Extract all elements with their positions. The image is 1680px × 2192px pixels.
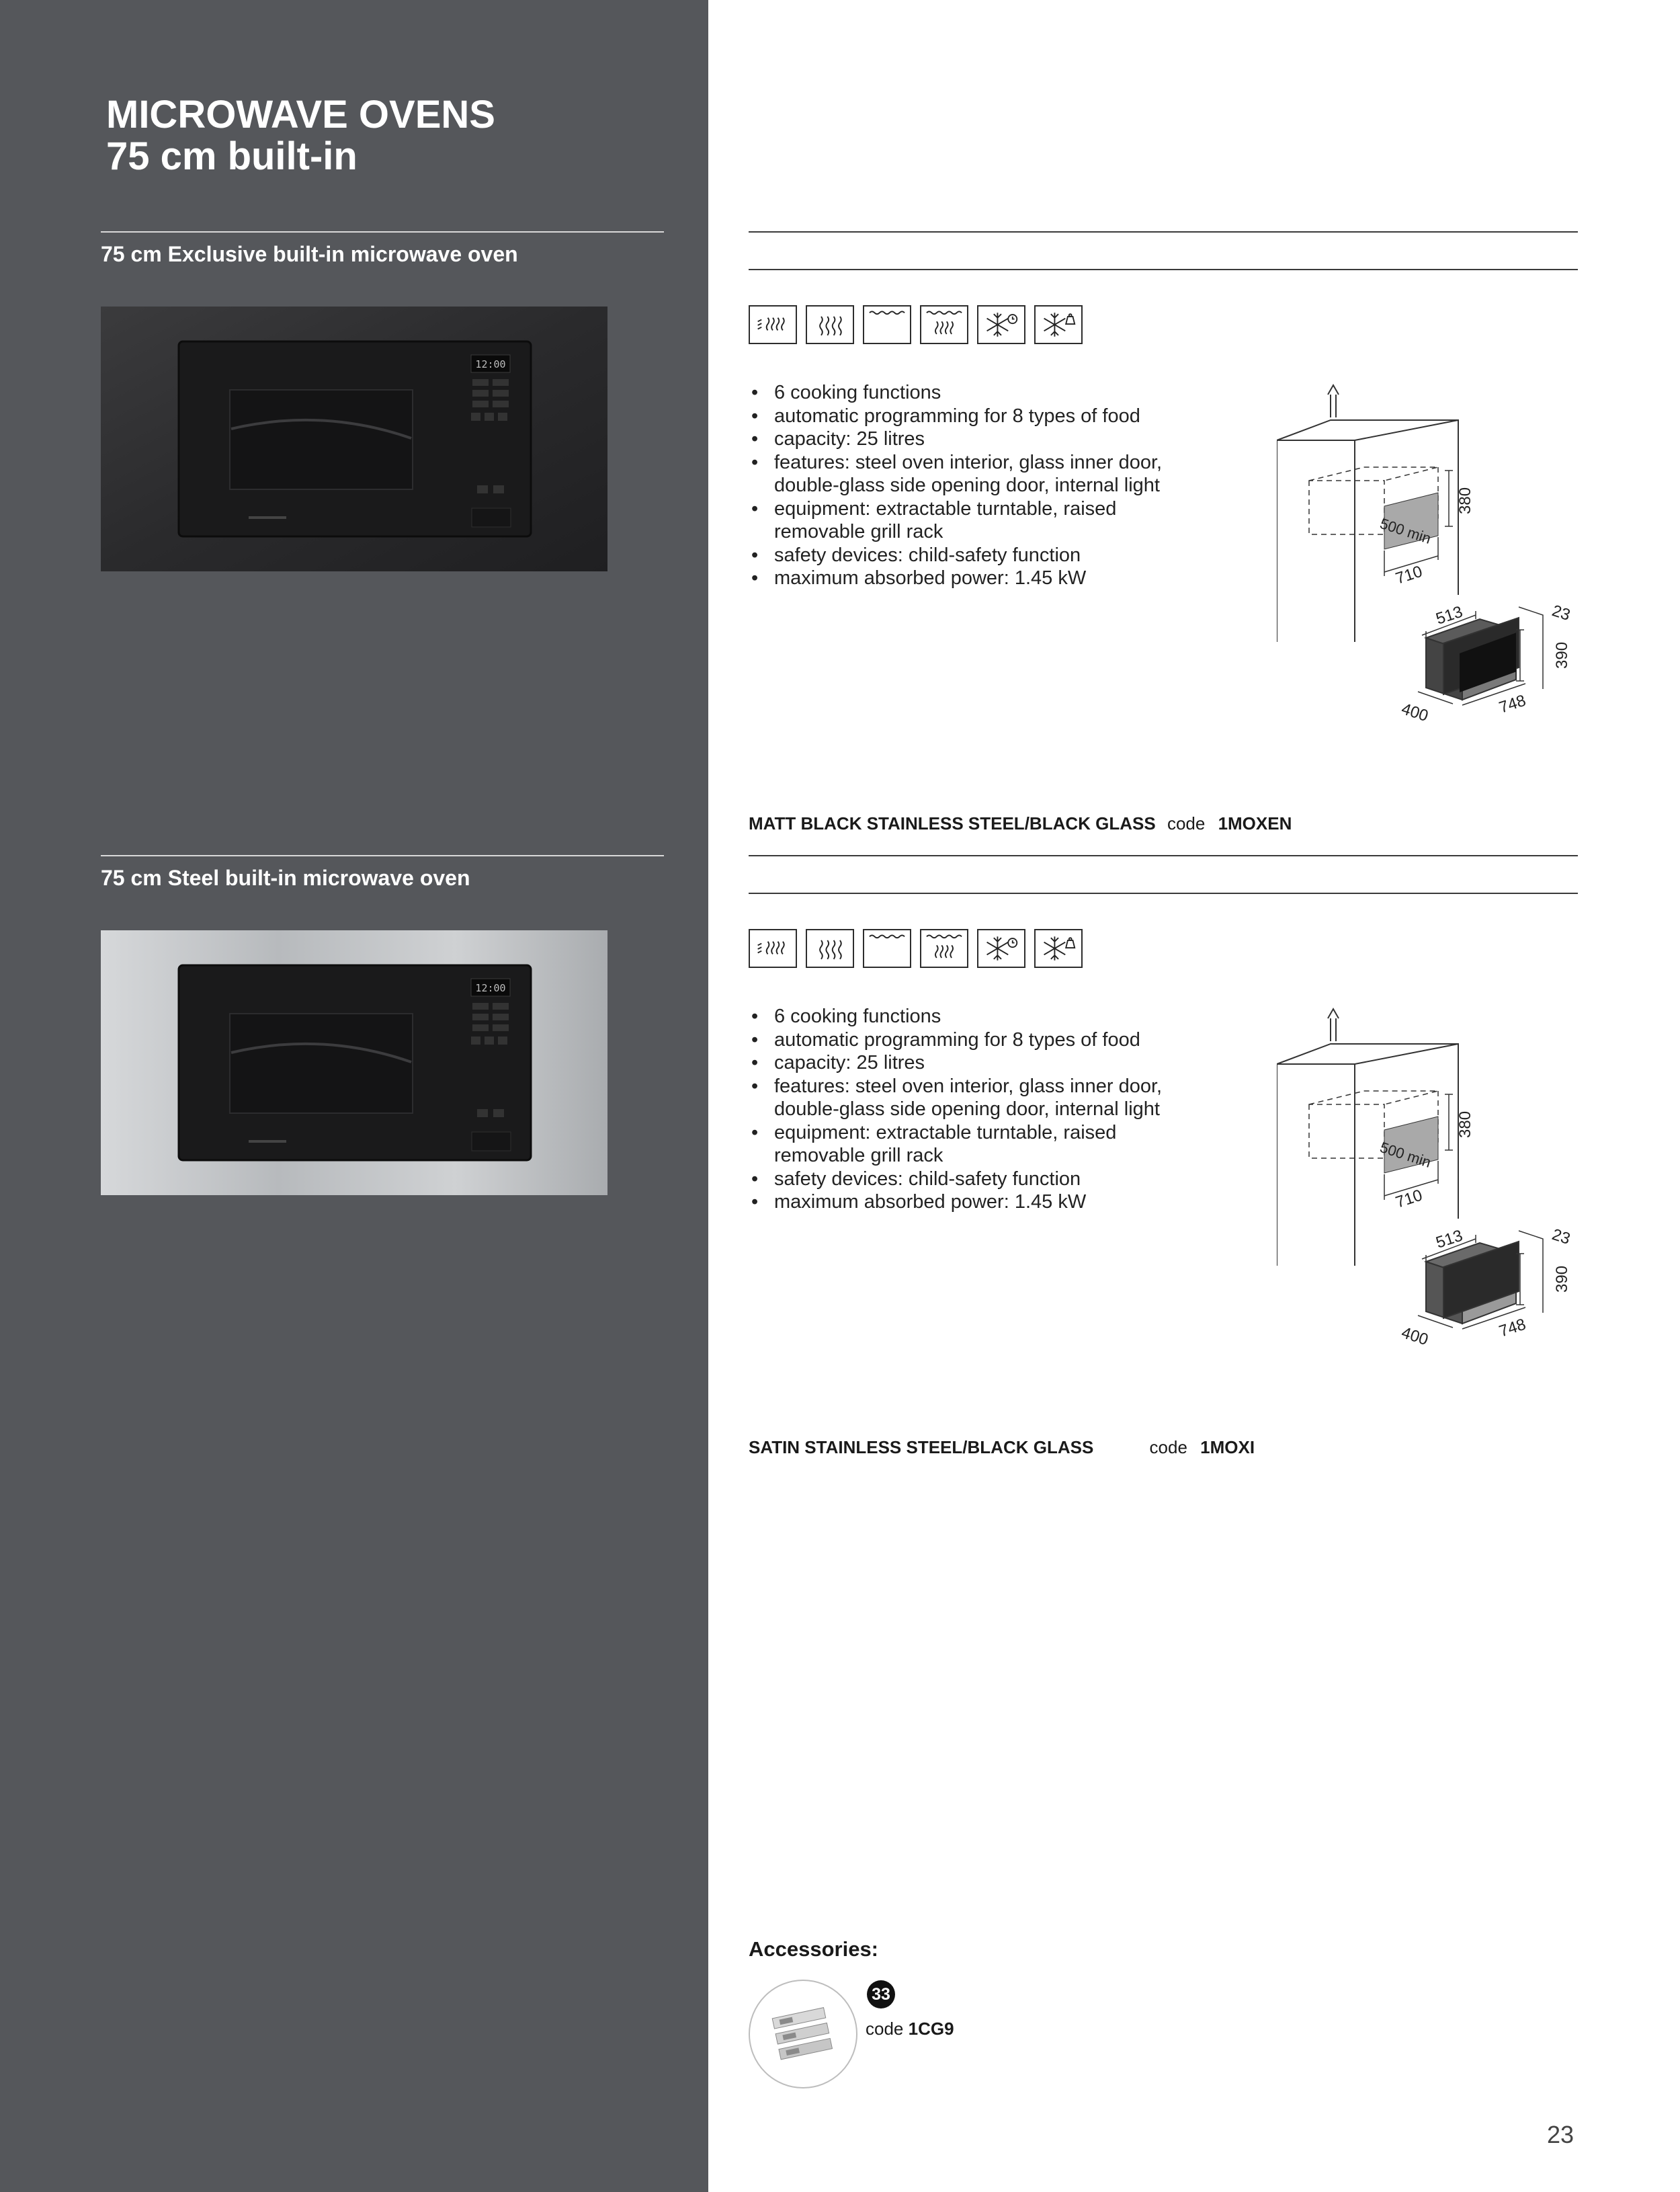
feature-item: • capacity: 25 litres	[749, 428, 1165, 451]
defrost-by-weight-icon	[1034, 305, 1083, 344]
dimension-label: 748	[1497, 1315, 1528, 1341]
microwave-grill-icon	[749, 929, 797, 968]
section-divider	[749, 231, 1578, 233]
feature-item: • 6 cooking functions	[749, 1005, 1165, 1028]
product-1-dimension-drawing	[1277, 380, 1586, 729]
dimension-label: 500 min	[1378, 1138, 1433, 1171]
dimension-label: 390	[1553, 1265, 1571, 1293]
microwave-icon	[806, 929, 854, 968]
microwave-icon	[806, 305, 854, 344]
function-icons-row	[749, 305, 1083, 344]
accessory-image	[749, 1980, 857, 2088]
feature-item: • safety devices: child-safety function	[749, 544, 1165, 567]
function-icons-row	[749, 929, 1083, 968]
dimension-label: 400	[1399, 1324, 1431, 1350]
finish-name: SATIN STAINLESS STEEL/BLACK GLASS	[749, 1437, 1094, 1457]
product-2-title: 75 cm Steel built-in microwave oven	[101, 866, 470, 890]
accessory-code	[866, 2019, 954, 2039]
finish-name: MATT BLACK STAINLESS STEEL/BLACK GLASS	[749, 813, 1156, 834]
accessory-page-badge: 33	[867, 1980, 895, 2008]
page-title-line2: 75 cm built-in	[106, 134, 358, 178]
code-label: code	[1149, 1437, 1187, 1457]
accessory-code-value: 1CG9	[908, 2019, 954, 2039]
product-1-finish	[749, 813, 1292, 834]
feature-item: • features: steel oven interior, glass inner door, double-glass side opening door, internal light	[749, 1075, 1165, 1121]
section-divider	[749, 893, 1578, 894]
feature-item: • safety devices: child-safety function	[749, 1168, 1165, 1191]
product-1-title: 75 cm Exclusive built-in microwave oven	[101, 242, 518, 266]
microwave-grill-icon	[749, 305, 797, 344]
defrost-by-time-icon	[977, 305, 1025, 344]
dimension-label: 500 min	[1378, 514, 1433, 547]
dimension-label: 748	[1497, 691, 1528, 717]
dimension-label: 513	[1433, 602, 1465, 628]
accessories-label: Accessories:	[749, 1937, 879, 1961]
dimension-label: 23	[1550, 1225, 1572, 1248]
dimension-label: 400	[1399, 700, 1431, 726]
dimension-label: 23	[1550, 602, 1572, 624]
dimension-label: 710	[1393, 562, 1425, 588]
product-2-features	[749, 1005, 1165, 1214]
display-clock: 12:00	[475, 982, 506, 994]
code-label: code	[1167, 813, 1206, 834]
section-divider	[749, 269, 1578, 270]
section-divider	[101, 855, 664, 856]
page-number: 23	[1547, 2121, 1574, 2148]
dimension-label: 390	[1553, 641, 1571, 669]
product-code: 1MOXEN	[1218, 813, 1292, 834]
section-divider	[101, 231, 664, 233]
feature-item: • features: steel oven interior, glass inner door, double-glass side opening door, internal light	[749, 451, 1165, 497]
grill-icon	[863, 305, 911, 344]
product-2-finish	[749, 1437, 1255, 1458]
product-1-features	[749, 381, 1165, 590]
feature-item: • automatic programming for 8 types of food	[749, 1028, 1165, 1052]
code-label: code	[866, 2019, 904, 2039]
defrost-by-weight-icon	[1034, 929, 1083, 968]
display-clock: 12:00	[475, 358, 506, 370]
defrost-by-time-icon	[977, 929, 1025, 968]
feature-item: • maximum absorbed power: 1.45 kW	[749, 567, 1165, 590]
grill-microwave-icon	[920, 305, 968, 344]
feature-item: • equipment: extractable turntable, raised removable grill rack	[749, 497, 1165, 544]
feature-item: • equipment: extractable turntable, raised removable grill rack	[749, 1121, 1165, 1168]
grill-icon	[863, 929, 911, 968]
dimension-label: 513	[1433, 1226, 1465, 1252]
page-title-line1: MICROWAVE OVENS	[106, 93, 495, 136]
page-title	[106, 94, 495, 177]
product-2-dimension-drawing	[1277, 1004, 1586, 1353]
feature-item: • 6 cooking functions	[749, 381, 1165, 405]
dimension-label: 380	[1456, 487, 1474, 514]
product-2-photo	[101, 930, 607, 1195]
dimension-label: 710	[1393, 1186, 1425, 1212]
section-divider	[749, 855, 1578, 856]
dimension-label: 380	[1456, 1110, 1474, 1138]
product-1-photo	[101, 307, 607, 571]
feature-item: • capacity: 25 litres	[749, 1051, 1165, 1075]
feature-item: • automatic programming for 8 types of food	[749, 405, 1165, 428]
feature-item: • maximum absorbed power: 1.45 kW	[749, 1190, 1165, 1214]
product-code: 1MOXI	[1200, 1437, 1255, 1457]
grill-microwave-icon	[920, 929, 968, 968]
